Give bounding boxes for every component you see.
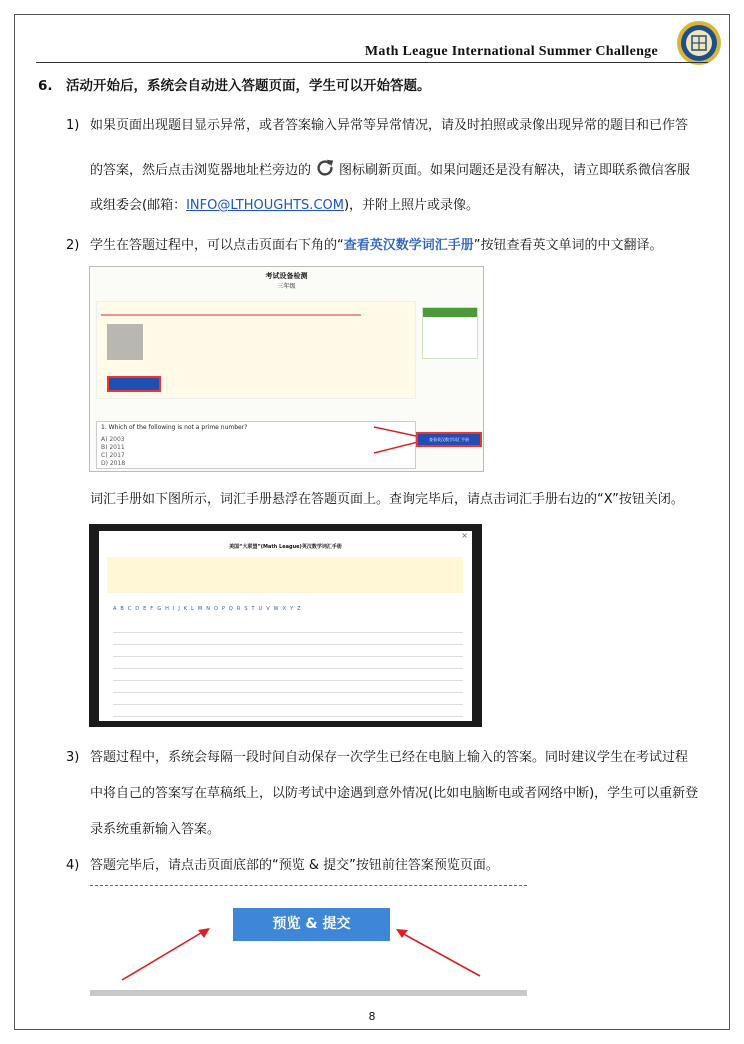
letter-index-item[interactable]: C	[127, 606, 136, 612]
shot1-subtitle: 三年级	[277, 283, 296, 290]
item-1-text3a: 或组委会(邮箱：	[90, 198, 187, 213]
shot2-modal	[99, 531, 472, 721]
letter-index-item[interactable]: Q	[228, 606, 237, 612]
shot2-notes-box	[107, 557, 463, 593]
word-list-row	[113, 633, 463, 645]
item-2-text-a: 学生在答题过程中，可以点击页面右下角的“	[90, 238, 344, 253]
shot2-letter-index	[113, 606, 305, 612]
letter-index-item[interactable]: K	[183, 606, 192, 612]
letter-index-item[interactable]: J	[178, 606, 184, 612]
letter-index-item[interactable]: Z	[297, 606, 305, 612]
section-heading	[38, 74, 431, 94]
item-2-text-b: ”按钮查看英文单词的中文翻译。	[473, 238, 663, 253]
shot1-question: 1. Which of the following is not a prime number?	[101, 424, 248, 431]
item-1-text2a: 的答案，然后点击浏览器地址栏旁边的	[90, 163, 312, 178]
shot1-blurred-image	[107, 324, 143, 360]
letter-index-item[interactable]: E	[143, 606, 151, 612]
preview-submit-button[interactable]: 预览 & 提交	[233, 908, 390, 941]
shot2-close-button[interactable]: ×	[461, 531, 468, 540]
item-4-line	[66, 856, 499, 876]
section-heading-text: 活动开始后，系统会自动进入答题页面，学生可以开始答题。	[66, 78, 431, 94]
exam-page-screenshot	[89, 266, 484, 472]
letter-index-item[interactable]: N	[206, 606, 214, 612]
left-red-arrow-icon	[118, 924, 218, 984]
shot1-option-a: A) 2003	[101, 436, 125, 443]
letter-index-item[interactable]: I	[172, 606, 179, 612]
shot1-timer-panel	[422, 307, 478, 359]
shot2-word-list	[113, 621, 463, 717]
section-number: 6.	[38, 78, 53, 94]
letter-index-item[interactable]: S	[244, 606, 252, 612]
shot1-red-line	[101, 314, 361, 316]
item-3-number: 3)	[66, 750, 80, 765]
item-1-text3b: )，并附上照片或录像。	[343, 198, 480, 213]
word-list-row	[113, 681, 463, 693]
refresh-icon	[314, 157, 336, 179]
item-3-text1: 答题过程中，系统会每隔一段时间自动保存一次学生已经在电脑上输入的答案。同时建议学生在考试过程	[90, 750, 689, 765]
shot1-option-b: B) 2011	[101, 444, 125, 451]
item-1-text2b: 图标刷新页面。如果问题还是没有解决，请立即联系微信客服	[339, 163, 691, 178]
letter-index-item[interactable]: X	[282, 606, 291, 612]
word-list-row	[113, 693, 463, 705]
item-2-number: 2)	[66, 238, 80, 253]
header-title: Math League International Summer Challenge	[364, 44, 658, 59]
letter-index-item[interactable]: B	[120, 606, 128, 612]
vocab-handbook-button[interactable]: 查看英汉数学词汇手册	[416, 432, 482, 447]
letter-index-item[interactable]: M	[197, 606, 207, 612]
shot1-small-button	[107, 376, 161, 392]
item-2-line	[66, 236, 663, 256]
word-list-row	[113, 705, 463, 717]
shot1-option-d: D) 2018	[101, 460, 126, 467]
dashed-divider	[90, 885, 527, 886]
shot1-option-c: C) 2017	[101, 452, 125, 459]
letter-index-item[interactable]: V	[266, 606, 274, 612]
item-1-line1	[66, 116, 688, 136]
letter-index-item[interactable]: D	[135, 606, 144, 612]
word-list-row	[113, 645, 463, 657]
shot1-question-box	[96, 421, 416, 469]
word-list-row	[113, 657, 463, 669]
header-rule	[36, 62, 708, 63]
letter-index-item[interactable]: R	[236, 606, 245, 612]
letter-index-item[interactable]: Y	[290, 606, 298, 612]
letter-index-item[interactable]: P	[221, 606, 229, 612]
shot2-title: 美国“大联盟”(Math League)英汉数学词汇手册	[229, 544, 342, 550]
item-4-text: 答题完毕后，请点击页面底部的“预览 & 提交”按钮前往答案预览页面。	[90, 858, 499, 873]
vocab-handbook-screenshot	[89, 524, 482, 727]
item-3-line2: 中将自己的答案写在草稿纸上，以防考试中途遇到意外情况(比如电脑断电或者网络中断)，学生可以重新登	[90, 786, 699, 801]
shot1-notice-box	[96, 301, 416, 399]
item-1-line2	[90, 157, 690, 181]
letter-index-item[interactable]: T	[251, 606, 259, 612]
gray-scrollbar	[90, 990, 527, 996]
page-number: 8	[368, 1010, 376, 1023]
item-1-number: 1)	[66, 118, 80, 133]
letter-index-item[interactable]: A	[113, 606, 121, 612]
email-link[interactable]: INFO@LTHOUGHTS.COM	[186, 198, 344, 213]
letter-index-item[interactable]: L	[191, 606, 198, 612]
item-2-highlight: 查看英汉数学词汇手册	[343, 238, 474, 253]
letter-index-item[interactable]: H	[165, 606, 173, 612]
word-list-row	[113, 621, 463, 633]
letter-index-item[interactable]: O	[213, 606, 222, 612]
item-3-line1	[66, 748, 688, 768]
item-2-after-image: 词汇手册如下图所示，词汇手册悬浮在答题页面上。查询完毕后，请点击词汇手册右边的“X”按钮关闭。	[90, 492, 684, 507]
item-4-number: 4)	[66, 858, 80, 873]
letter-index-item[interactable]: W	[273, 606, 283, 612]
letter-index-item[interactable]: U	[258, 606, 267, 612]
shot1-title: 考试设备检测	[265, 272, 308, 280]
shot1-timer-bar	[423, 308, 477, 317]
letter-index-item[interactable]: G	[157, 606, 166, 612]
right-red-arrow-icon	[394, 924, 484, 980]
item-1-text1: 如果页面出现题目显示异常，或者答案输入异常等异常情况，请及时拍照或录像出现异常的题目和已作答	[90, 118, 689, 133]
letter-index-item[interactable]: F	[150, 606, 158, 612]
item-3-line3: 录系统重新输入答案。	[90, 822, 221, 837]
league-logo	[676, 20, 722, 66]
word-list-row	[113, 669, 463, 681]
item-1-line3	[90, 196, 479, 216]
